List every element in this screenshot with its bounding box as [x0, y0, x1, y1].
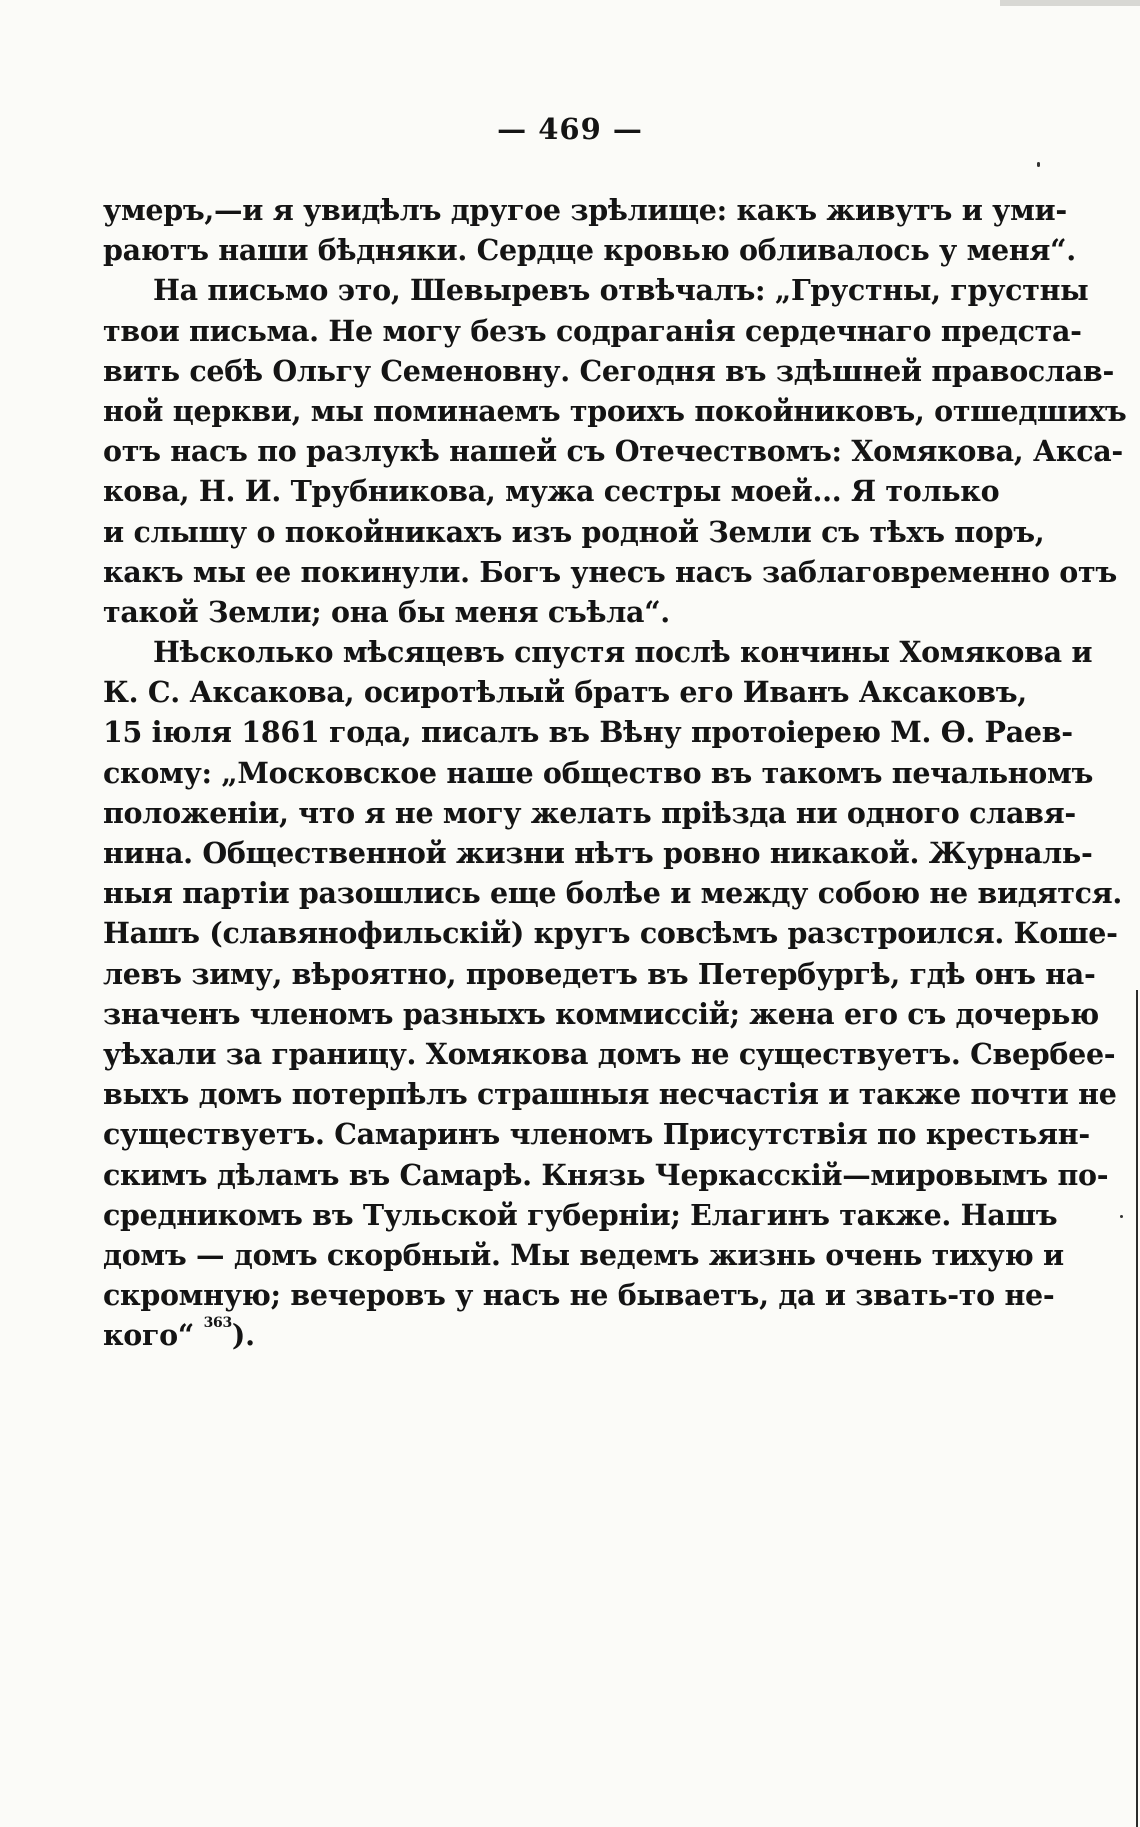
text-line-final	[103, 1315, 961, 1355]
text-line: скромную; вечеровъ у насъ не бываетъ, да и звать-то не-	[103, 1278, 1055, 1313]
text-line: кова, Н. И. Трубникова, мужа сестры моей... Я только	[103, 474, 1000, 509]
text-line: нина. Общественной жизни нѣтъ ровно никакой. Журналь-	[103, 836, 1093, 870]
text-line: какъ мы ее покинули. Богъ унесъ насъ заблаговременно отъ	[103, 554, 1117, 589]
text-line: ной церкви, мы поминаемъ троихъ покойниковъ, отшедшихъ	[103, 393, 1127, 428]
text-line: ныя партіи разошлись еще болѣе и между собою не видятся.	[103, 876, 1123, 911]
text-line: вить себѣ Ольгу Семеновну. Сегодня въ здѣшней православ-	[103, 353, 1114, 388]
text-line: Нѣсколько мѣсяцевъ спустя послѣ кончины Хомякова и	[153, 635, 1093, 670]
page-number: — 469 —	[497, 112, 643, 146]
text-line: домъ — домъ скорбный. Мы ведемъ жизнь очень тихую и	[103, 1237, 1064, 1272]
text-line: значенъ членомъ разныхъ коммиссій; жена его съ дочерью	[103, 996, 1099, 1031]
text-line: существуетъ. Самаринъ членомъ Присутствія по крестьян-	[103, 1117, 1090, 1152]
final-line-text: кого“	[103, 1318, 194, 1353]
text-line: К. С. Аксакова, осиротѣлый братъ его Иванъ Аксаковъ,	[103, 675, 1027, 710]
scan-speck	[1037, 162, 1040, 167]
text-line: раютъ наши бѣдняки. Сердце кровью обливалось у меня“.	[103, 233, 1076, 268]
text-line: уѣхали за границу. Хомякова домъ не существуетъ. Свербее-	[103, 1036, 1116, 1071]
text-line: и слышу о покойникахъ изъ родной Земли съ тѣхъ поръ,	[103, 514, 1045, 549]
text-line: левъ зиму, вѣроятно, проведетъ въ Петербургѣ, гдѣ онъ на-	[103, 956, 1096, 991]
text-line: Нашъ (славянофильскій) кругъ совсѣмъ разстроился. Коше-	[103, 916, 1118, 951]
body-text	[103, 190, 1127, 1355]
footnote-marker: 363	[203, 1315, 232, 1332]
text-line: На письмо это, Шевыревъ отвѣчалъ: „Грустны, грустны	[153, 273, 1089, 308]
text-line: выхъ домъ потерпѣлъ страшныя несчастія и также почти не	[103, 1077, 1117, 1112]
text-line: положеніи, что я не могу желать пріѣзда ни одного славя-	[103, 795, 1076, 830]
text-line: скимъ дѣламъ въ Самарѣ. Князь Черкасскій—мировымъ по-	[103, 1157, 1109, 1192]
text-line: такой Земли; она бы меня съѣла“.	[103, 594, 670, 629]
text-line: твои письма. Не могу безъ содраганія сердечнаго предста-	[103, 313, 1082, 348]
scan-edge-rule	[1136, 990, 1138, 1827]
text-line: отъ насъ по разлукѣ нашей съ Отечествомъ: Хомякова, Акса-	[103, 434, 1123, 469]
text-line: умеръ,—и я увидѣлъ другое зрѣлище: какъ живутъ и уми-	[103, 193, 1067, 227]
final-line-closing: ).	[231, 1318, 255, 1353]
text-line: 15 іюля 1861 года, писалъ въ Вѣну протоіерею М. Ѳ. Раев-	[103, 715, 1073, 750]
scan-edge	[1000, 0, 1140, 6]
text-line: средникомъ въ Тульской губерніи; Елагинъ также. Нашъ	[103, 1197, 1058, 1232]
scan-speck	[1120, 1215, 1123, 1218]
text-line: скому: „Московское наше общество въ такомъ печальномъ	[103, 755, 1094, 790]
